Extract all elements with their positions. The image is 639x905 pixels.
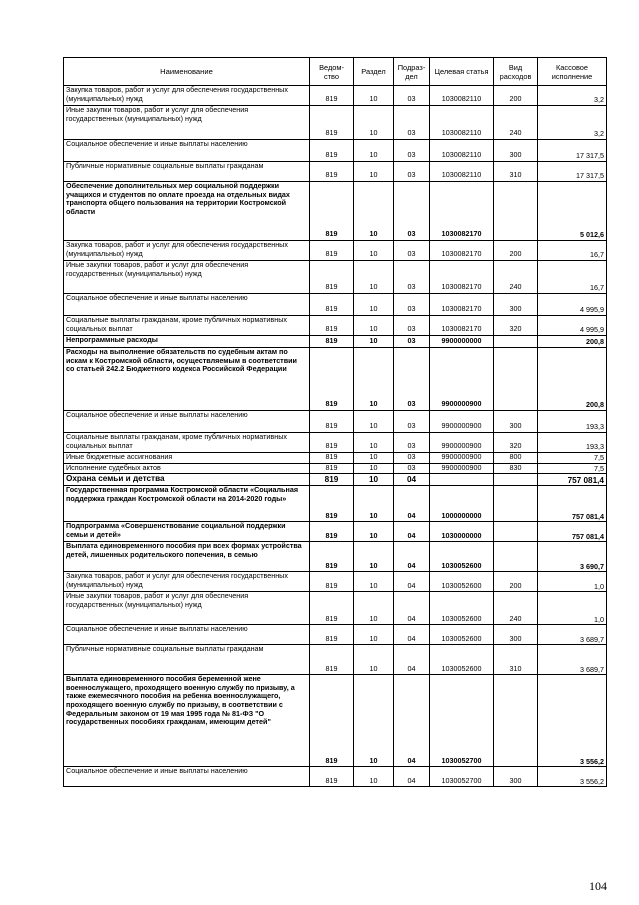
cell-name: Подпрограмма «Совершенствование социальной поддержки семьи и детей» xyxy=(64,522,310,542)
cell-amount: 3,2 xyxy=(538,106,607,140)
cell-amount: 3 689,7 xyxy=(538,625,607,645)
cell-amount: 200,8 xyxy=(538,348,607,411)
cell-section: 10 xyxy=(354,767,394,787)
cell-dept: 819 xyxy=(310,162,354,182)
cell-subsection: 03 xyxy=(394,463,430,474)
cell-target: 1030000000 xyxy=(430,522,494,542)
cell-subsection: 03 xyxy=(394,316,430,336)
cell-name: Расходы на выполнение обязательств по судебным актам по искам к Костромской области, осуществляемым в соответствии со статьей 242.2 Бюджетного кодекса Российской Федерации xyxy=(64,348,310,411)
cell-type: 300 xyxy=(494,140,538,162)
cell-name: Социальное обеспечение и иные выплаты населению xyxy=(64,625,310,645)
cell-type: 800 xyxy=(494,453,538,464)
cell-type xyxy=(494,336,538,348)
cell-amount: 757 081,4 xyxy=(538,522,607,542)
cell-type: 830 xyxy=(494,463,538,474)
cell-subsection: 03 xyxy=(394,106,430,140)
cell-target: 9900000900 xyxy=(430,463,494,474)
cell-target: 1030082170 xyxy=(430,261,494,294)
cell-target: 1000000000 xyxy=(430,486,494,522)
cell-section: 10 xyxy=(354,86,394,106)
cell-amount: 3 690,7 xyxy=(538,542,607,572)
cell-target: 1030082110 xyxy=(430,86,494,106)
cell-section: 10 xyxy=(354,522,394,542)
cell-subsection: 03 xyxy=(394,433,430,453)
cell-section: 10 xyxy=(354,140,394,162)
table-row xyxy=(64,592,607,625)
cell-amount: 4 995,9 xyxy=(538,294,607,316)
cell-target: 1030052600 xyxy=(430,645,494,675)
cell-dept: 819 xyxy=(310,572,354,592)
table-row xyxy=(64,294,607,316)
header-row xyxy=(64,58,607,86)
table-row xyxy=(64,182,607,241)
cell-target: 1030052600 xyxy=(430,572,494,592)
cell-section: 10 xyxy=(354,411,394,433)
cell-dept: 819 xyxy=(310,140,354,162)
table-row xyxy=(64,86,607,106)
table-row xyxy=(64,453,607,464)
cell-type xyxy=(494,675,538,767)
cell-dept: 819 xyxy=(310,474,354,486)
cell-name: Иные закупки товаров, работ и услуг для обеспечения государственных (муниципальных) нужд xyxy=(64,106,310,140)
cell-amount: 1,0 xyxy=(538,592,607,625)
cell-subsection: 03 xyxy=(394,241,430,261)
cell-type: 310 xyxy=(494,645,538,675)
cell-type: 300 xyxy=(494,411,538,433)
cell-dept: 819 xyxy=(310,86,354,106)
table-row xyxy=(64,162,607,182)
cell-amount: 1,0 xyxy=(538,572,607,592)
table-row xyxy=(64,241,607,261)
cell-dept: 819 xyxy=(310,106,354,140)
cell-name: Государственная программа Костромской области «Социальная поддержка граждан Костромской области на 2014-2020 годы» xyxy=(64,486,310,522)
cell-subsection: 03 xyxy=(394,140,430,162)
cell-amount: 3 556,2 xyxy=(538,675,607,767)
cell-dept: 819 xyxy=(310,486,354,522)
cell-amount: 3 689,7 xyxy=(538,645,607,675)
cell-type: 310 xyxy=(494,162,538,182)
col-header-subsection: Подраз-дел xyxy=(394,58,430,86)
cell-dept: 819 xyxy=(310,453,354,464)
table-row xyxy=(64,625,607,645)
cell-section: 10 xyxy=(354,542,394,572)
cell-subsection: 04 xyxy=(394,625,430,645)
cell-amount: 16,7 xyxy=(538,241,607,261)
cell-name: Иные закупки товаров, работ и услуг для обеспечения государственных (муниципальных) нужд xyxy=(64,261,310,294)
table-row xyxy=(64,463,607,474)
cell-target: 9900000000 xyxy=(430,336,494,348)
cell-type: 200 xyxy=(494,86,538,106)
cell-amount: 193,3 xyxy=(538,433,607,453)
col-header-type: Вид расходов xyxy=(494,58,538,86)
cell-dept: 819 xyxy=(310,241,354,261)
cell-name: Социальное обеспечение и иные выплаты населению xyxy=(64,140,310,162)
cell-amount: 200,8 xyxy=(538,336,607,348)
cell-type: 240 xyxy=(494,106,538,140)
cell-type: 240 xyxy=(494,592,538,625)
cell-name: Иные бюджетные ассигнования xyxy=(64,453,310,464)
cell-subsection: 04 xyxy=(394,486,430,522)
table-row xyxy=(64,767,607,787)
cell-name: Закупка товаров, работ и услуг для обеспечения государственных (муниципальных) нужд xyxy=(64,572,310,592)
cell-name: Выплата единовременного пособия беременной жене военнослужащего, проходящего военную службу по призыву, а также ежемесячного пособия на ребенка военнослужащего, проходящего военную службу по призыву, в соответствии с Федеральным законом от 19 мая 1995 года № 81-ФЗ "О государственных пособиях гражданам, имеющим детей" xyxy=(64,675,310,767)
cell-name: Обеспечение дополнительных мер социальной поддержки учащихся и студентов по оплате проезда на отдельных видах транспорта общего пользования на территории Костромской области xyxy=(64,182,310,241)
table-row xyxy=(64,336,607,348)
cell-target: 1030052600 xyxy=(430,625,494,645)
cell-subsection: 03 xyxy=(394,294,430,316)
cell-dept: 819 xyxy=(310,675,354,767)
cell-name: Социальное обеспечение и иные выплаты населению xyxy=(64,294,310,316)
cell-amount: 757 081,4 xyxy=(538,486,607,522)
cell-subsection: 03 xyxy=(394,411,430,433)
table-row xyxy=(64,433,607,453)
cell-amount: 7,5 xyxy=(538,453,607,464)
cell-section: 10 xyxy=(354,336,394,348)
cell-target: 1030082110 xyxy=(430,140,494,162)
cell-section: 10 xyxy=(354,348,394,411)
cell-target: 1030052600 xyxy=(430,592,494,625)
cell-dept: 819 xyxy=(310,316,354,336)
cell-type: 320 xyxy=(494,433,538,453)
cell-target: 9900000900 xyxy=(430,348,494,411)
cell-amount: 16,7 xyxy=(538,261,607,294)
cell-subsection: 04 xyxy=(394,542,430,572)
table-row xyxy=(64,106,607,140)
cell-name: Социальные выплаты гражданам, кроме публичных нормативных социальных выплат xyxy=(64,316,310,336)
cell-target: 1030082170 xyxy=(430,241,494,261)
cell-dept: 819 xyxy=(310,294,354,316)
cell-name: Выплата единовременного пособия при всех формах устройства детей, лишенных родительского попечения, в семью xyxy=(64,542,310,572)
cell-subsection: 03 xyxy=(394,261,430,294)
cell-target: 9900000900 xyxy=(430,411,494,433)
cell-amount: 7,5 xyxy=(538,463,607,474)
cell-section: 10 xyxy=(354,592,394,625)
cell-subsection: 03 xyxy=(394,162,430,182)
cell-subsection: 03 xyxy=(394,86,430,106)
cell-section: 10 xyxy=(354,645,394,675)
cell-target: 1030082110 xyxy=(430,106,494,140)
cell-name: Социальное обеспечение и иные выплаты населению xyxy=(64,411,310,433)
cell-section: 10 xyxy=(354,675,394,767)
cell-subsection: 03 xyxy=(394,348,430,411)
cell-name: Закупка товаров, работ и услуг для обеспечения государственных (муниципальных) нужд xyxy=(64,241,310,261)
cell-subsection: 03 xyxy=(394,336,430,348)
page-number: 104 xyxy=(589,879,607,893)
cell-amount: 3 556,2 xyxy=(538,767,607,787)
cell-type: 300 xyxy=(494,294,538,316)
cell-section: 10 xyxy=(354,241,394,261)
cell-target xyxy=(430,474,494,486)
cell-type xyxy=(494,486,538,522)
table-row xyxy=(64,474,607,486)
cell-section: 10 xyxy=(354,106,394,140)
col-header-name: Наименование xyxy=(64,58,310,86)
cell-section: 10 xyxy=(354,316,394,336)
cell-dept: 819 xyxy=(310,261,354,294)
cell-section: 10 xyxy=(354,474,394,486)
cell-subsection: 04 xyxy=(394,675,430,767)
cell-type: 240 xyxy=(494,261,538,294)
cell-name: Публичные нормативные социальные выплаты гражданам xyxy=(64,645,310,675)
col-header-dept: Ведом-ство xyxy=(310,58,354,86)
cell-section: 10 xyxy=(354,625,394,645)
cell-dept: 819 xyxy=(310,463,354,474)
cell-section: 10 xyxy=(354,182,394,241)
cell-type: 300 xyxy=(494,767,538,787)
cell-target: 9900000900 xyxy=(430,433,494,453)
cell-type xyxy=(494,542,538,572)
cell-section: 10 xyxy=(354,453,394,464)
cell-type: 300 xyxy=(494,625,538,645)
cell-type xyxy=(494,348,538,411)
cell-target: 1030082170 xyxy=(430,294,494,316)
cell-section: 10 xyxy=(354,261,394,294)
cell-dept: 819 xyxy=(310,522,354,542)
cell-section: 10 xyxy=(354,294,394,316)
cell-subsection: 04 xyxy=(394,592,430,625)
table-row xyxy=(64,675,607,767)
cell-name: Публичные нормативные социальные выплаты гражданам xyxy=(64,162,310,182)
table-row xyxy=(64,140,607,162)
cell-section: 10 xyxy=(354,463,394,474)
cell-amount: 757 081,4 xyxy=(538,474,607,486)
cell-target: 9900000900 xyxy=(430,453,494,464)
col-header-amount: Кассовое исполнение xyxy=(538,58,607,86)
table-row xyxy=(64,348,607,411)
cell-dept: 819 xyxy=(310,433,354,453)
table-row xyxy=(64,572,607,592)
cell-amount: 3,2 xyxy=(538,86,607,106)
cell-type: 320 xyxy=(494,316,538,336)
cell-section: 10 xyxy=(354,433,394,453)
cell-target: 1030082170 xyxy=(430,182,494,241)
cell-dept: 819 xyxy=(310,411,354,433)
cell-name: Исполнение судебных актов xyxy=(64,463,310,474)
cell-subsection: 04 xyxy=(394,767,430,787)
cell-name: Непрограммные расходы xyxy=(64,336,310,348)
cell-section: 10 xyxy=(354,162,394,182)
cell-type xyxy=(494,182,538,241)
cell-subsection: 03 xyxy=(394,453,430,464)
cell-dept: 819 xyxy=(310,645,354,675)
table-row xyxy=(64,316,607,336)
cell-name: Социальное обеспечение и иные выплаты населению xyxy=(64,767,310,787)
cell-subsection: 04 xyxy=(394,474,430,486)
cell-dept: 819 xyxy=(310,767,354,787)
cell-target: 1030082110 xyxy=(430,162,494,182)
cell-name: Социальные выплаты гражданам, кроме публичных нормативных социальных выплат xyxy=(64,433,310,453)
table-row xyxy=(64,486,607,522)
cell-dept: 819 xyxy=(310,182,354,241)
cell-target: 1030082170 xyxy=(430,316,494,336)
cell-section: 10 xyxy=(354,572,394,592)
cell-amount: 17 317,5 xyxy=(538,140,607,162)
cell-name: Закупка товаров, работ и услуг для обеспечения государственных (муниципальных) нужд xyxy=(64,86,310,106)
cell-dept: 819 xyxy=(310,625,354,645)
cell-section: 10 xyxy=(354,486,394,522)
cell-amount: 5 012,6 xyxy=(538,182,607,241)
cell-subsection: 04 xyxy=(394,572,430,592)
cell-name: Иные закупки товаров, работ и услуг для обеспечения государственных (муниципальных) нужд xyxy=(64,592,310,625)
cell-amount: 17 317,5 xyxy=(538,162,607,182)
cell-type: 200 xyxy=(494,572,538,592)
cell-amount: 4 995,9 xyxy=(538,316,607,336)
cell-target: 1030052700 xyxy=(430,767,494,787)
table-row xyxy=(64,542,607,572)
cell-target: 1030052600 xyxy=(430,542,494,572)
cell-dept: 819 xyxy=(310,348,354,411)
cell-target: 1030052700 xyxy=(430,675,494,767)
cell-type: 200 xyxy=(494,241,538,261)
cell-subsection: 04 xyxy=(394,645,430,675)
table-row xyxy=(64,522,607,542)
expenditure-table xyxy=(63,57,607,787)
table-row xyxy=(64,261,607,294)
cell-subsection: 03 xyxy=(394,182,430,241)
col-header-section: Раздел xyxy=(354,58,394,86)
cell-name: Охрана семьи и детства xyxy=(64,474,310,486)
table-row xyxy=(64,411,607,433)
cell-dept: 819 xyxy=(310,542,354,572)
cell-subsection: 04 xyxy=(394,522,430,542)
cell-amount: 193,3 xyxy=(538,411,607,433)
table-row xyxy=(64,645,607,675)
cell-dept: 819 xyxy=(310,336,354,348)
col-header-target: Целевая статья xyxy=(430,58,494,86)
cell-type xyxy=(494,474,538,486)
cell-type xyxy=(494,522,538,542)
cell-dept: 819 xyxy=(310,592,354,625)
